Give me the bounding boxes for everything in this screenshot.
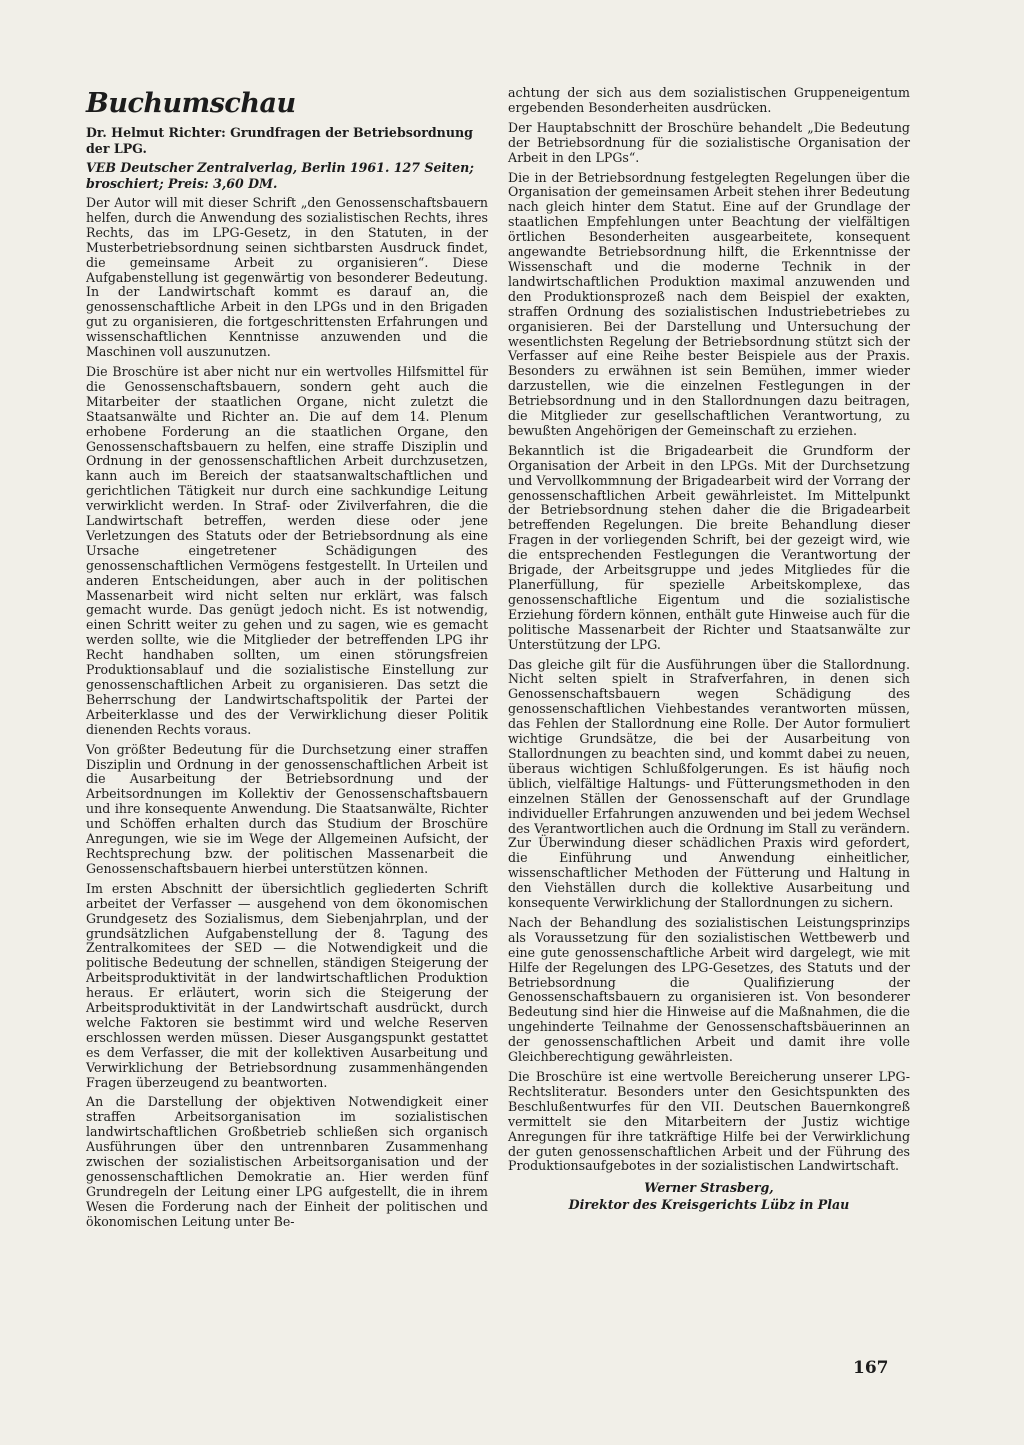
- section-heading: Buchumschau: [86, 88, 296, 119]
- book-title: Dr. Helmut Richter: Grundfragen der Betriebsordnung der LPG.: [86, 125, 473, 156]
- review-paragraph: Die Broschüre ist eine wertvolle Bereicherung unserer LPG-Rechtsliteratur. Besonders unter den Gesichtspunkten des Beschlußentwurfes für den VII. Deutschen Bauernkongreß vermittelt sie den Mitarbeitern der Justiz wichtige Anregungen für ihre tatkräftige Hilfe bei der Verwirklichung der guten genossenschaftlichen Arbeit und der Führung des Produktionsaufgebotes in der sozialistischen Landwirtschaft.: [508, 1069, 910, 1174]
- review-paragraph: Bekanntlich ist die Brigadearbeit die Grundform der Organisation der Arbeit in den LPGs. Mit der Durchsetzung und Vervollkommnung der Brigadearbeit wird der Vorrang der genossenschaftlichen Arbeit gewährleistet. Im Mittelpunkt der Betriebsordnung stehen daher die die Brigadearbeit betreffenden Regelungen. Die breite Behandlung dieser Fragen in der vorliegenden Schrift, bei der gezeigt wird, wie die entsprechenden Festlegungen die Verantwortung der Brigade, der Arbeitsgruppe und jedes Mitgliedes für die Planerfüllung, für spezielle Arbeitskomplexe, das genossenschaftliche Eigentum und die sozialistische Erziehung fördern können, enthält gute Hinweise auch für die politische Massenarbeit der Richter und Staatsanwälte zur Unterstützung der LPG.: [508, 442, 910, 652]
- signature-name: Werner Strasberg,: [644, 1180, 774, 1196]
- review-paragraph: Im ersten Abschnitt der übersichtlich gegliederten Schrift arbeitet der Verfasser — ausgehend von dem ökonomischen Grundgesetz des Sozialismus, dem Siebenjahrplan, und der grundsätzlichen Aufgabenstellung der 8. Tagung des Zentralkomitees der SED — die Notwendigkeit und die politische Bedeutung der schnellen, ständigen Steigerung der Arbeitsproduktivität in der landwirtschaftlichen Produktion heraus. Er erläutert, worin sich die Steigerung der Arbeitsproduktivität in der Landwirtschaft ausdrückt, durch welche Faktoren sie bestimmt wird und welche Reserven erschlossen werden müssen. Dieser Ausgangspunkt gestattet es dem Verfasser, die mit der kollektiven Ausarbeitung und Verwirklichung der Betriebsordnung zusammenhängenden Fragen überzeugend zu beantworten.: [86, 880, 488, 1090]
- review-paragraph: Nach der Behandlung des sozialistischen Leistungsprinzips als Voraussetzung für den sozialistischen Wettbewerb und eine gute genossenschaftliche Arbeit wird dargelegt, wie mit Hilfe der Regelungen des LPG-Gesetzes, des Statuts und der Betriebsordnung die Qualifizierung der Genossenschaftsbauern zu organisieren ist. Von besonderer Bedeutung sind hier die Hinweise auf die Maßnahmen, die die ungehinderte Teilnahme der Genossenschaftsbäuerinnen an der genossenschaftlichen Arbeit und damit ihre volle Gleichberechtigung gewährleisten.: [508, 914, 910, 1065]
- left-column: [86, 88, 488, 1235]
- book-publication-info: VEB Deutscher Zentralverlag, Berlin 1961. 127 Seiten; broschiert; Preis: 3,60 DM.: [86, 160, 474, 191]
- review-paragraph: An die Darstellung der objektiven Notwendigkeit einer straffen Arbeitsorganisation im sozialistischen landwirtschaftlichen Großbetrieb schließen sich organisch Ausführungen über den untrennbaren Zusammenhang zwischen der sozialistischen Arbeitsorganisation und der genossenschaftlichen Demokratie an. Hier werden fünf Grundregeln der Leitung einer LPG aufgestellt, die in ihrem Wesen die Forderung nach der Einheit der politischen und ökonomischen Leitung unter Be-: [86, 1094, 488, 1229]
- review-paragraph: Die in der Betriebsordnung festgelegten Regelungen über die Organisation der gemeinsamen Arbeit stehen ihrer Bedeutung nach gleich hinter dem Statut. Eine auf der Grundlage der staatlichen Empfehlungen unter Beachtung der vielfältigen örtlichen Besonderheiten ausgearbeitete, konsequent angewandte Betriebsordnung hilft, die Erkenntnisse der Wissenschaft und die moderne Technik in der landwirtschaftlichen Produktion maximal anzuwenden und den Produktionsprozeß nach dem Beispiel der exakten, straffen Ordnung des sozialistischen Industriebetriebes zu organisieren. Bei der Darstellung und Untersuchung der wesentlichsten Regelung der Betriebsordnung stützt sich der Verfasser auf eine Reihe bester Beispiele aus der Praxis. Besonders zu erwähnen ist sein Bemühen, immer wieder darzustellen, wie die einzelnen Festlegungen in der Betriebsordnung und in den Stallordnungen dazu beitragen, die Mitglieder zur gesellschaftlichen Verantwortung, zu bewußten Angehörigen der Gemeinschaft zu erziehen.: [508, 169, 910, 438]
- review-paragraph: Das gleiche gilt für die Ausführungen über die Stallordnung. Nicht selten spielt in Strafverfahren, in denen sich Genossenschaftsbauern wegen Schädigung des genossenschaftlichen Viehbestandes verantworten müssen, das Fehlen der Stallordnung eine Rolle. Der Autor formuliert wichtige Grundsätze, die bei der Ausarbeitung von Stallordnungen zu beachten sind, und kommt dabei zu neuen, überaus wichtigen Schlußfolgerungen. Es ist häufig noch üblich, vielfältige Haltungs- und Fütterungsmethoden in den einzelnen Ställen der Genossenschaft auf der Grundlage individueller Erfahrungen anzuwenden und bei jedem Wechsel des Verantwortlichen auch die Ordnung im Stall zu verändern. Zur Überwindung dieser schädlichen Praxis wird gefordert, die Einführung und Anwendung einheitlicher, wissenschaftlicher Methoden der Fütterung und Haltung in den Viehställen durch die kollektive Ausarbeitung und konsequente Verwirklichung der Stallordnungen zu sichern.: [508, 656, 910, 911]
- review-paragraph: Die Broschüre ist aber nicht nur ein wertvolles Hilfsmittel für die Genossenschaftsbauern, sondern geht auch die Mitarbeiter der staatlichen Organe, nicht zuletzt die Staatsanwälte und Richter an. Die auf dem 14. Plenum erhobene Forderung an die staatlichen Organe, den Genossenschaftsbauern zu helfen, eine straffe Disziplin und Ordnung in der genossenschaftlichen Arbeit durchzusetzen, kann auch im Bereich der staatsanwaltschaftlichen und gerichtlichen Tätigkeit nur durch eine sachkundige Leitung verwirklicht werden. In Straf- oder Zivilverfahren, die die Landwirtschaft betreffen, werden diese oder jene Verletzungen des Statuts oder der Betriebsordnung als eine Ursache eingetretener Schädigungen des genossenschaftlichen Vermögens festgestellt. In Urteilen und anderen Entscheidungen, aber auch in der politischen Massenarbeit wird nicht selten nur erklärt, was falsch gemacht wurde. Das genügt jedoch nicht. Es ist notwendig, einen Schritt weiter zu gehen und zu sagen, wie es gemacht werden sollte, wie die Mitglieder der betreffenden LPG ihr Recht handhaben sollten, um einen störungsfreien Produktionsablauf und die sozialistische Einstellung zur genossenschaftlichen Arbeit zu organisieren. Das setzt die Beherrschung der Landwirtschaftspolitik der Partei der Arbeiterklasse und des der Verwirklichung dieser Politik dienenden Rechts voraus.: [86, 363, 488, 737]
- signature-role: Direktor des Kreisgerichts Lübz in Plau: [568, 1197, 850, 1213]
- review-paragraph: Der Autor will mit dieser Schrift „den Genossenschaftsbauern helfen, durch die Anwendung des sozialistischen Rechts, ihres Rechts, das im LPG-Gesetz, in den Statuten, in der Musterbetriebsordnung seinen sichtbarsten Ausdruck findet, die gemeinsame Arbeit zu organisieren“. Diese Aufgabenstellung ist gegenwärtig von besonderer Bedeutung. In der Landwirtschaft kommt es darauf an, die genossenschaftliche Arbeit in den LPGs und in den Brigaden gut zu organisieren, die fortgeschrittensten Erfahrungen und wissenschaftlichen Kenntnisse anzuwenden und die Maschinen voll auszunutzen.: [86, 195, 488, 360]
- page-number: 167: [853, 1358, 889, 1378]
- review-paragraph: Der Hauptabschnitt der Broschüre behandelt „Die Bedeutung der Betriebsordnung für die sozialistische Organisation der Arbeit in den LPGs“.: [508, 119, 910, 165]
- review-paragraph-continued: achtung der sich aus dem sozialistischen Gruppeneigentum ergebenden Besonderheiten ausdrücken.: [508, 85, 910, 115]
- signature-block: [508, 1179, 910, 1213]
- right-column: [508, 86, 910, 1213]
- review-paragraph: Von größter Bedeutung für die Durchsetzung einer straffen Disziplin und Ordnung in der genossenschaftlichen Arbeit ist die Ausarbeitung der Betriebsordnung und der Arbeitsordnungen im Kollektiv der Genossenschaftsbauern und ihre konsequente Anwendung. Die Staatsanwälte, Richter und Schöffen erhalten durch das Studium der Broschüre Anregungen, wie sie im Wege der Allgemeinen Aufsicht, der Rechtsprechung bzw. der politischen Massenarbeit die Genossenschaftsbauern hierbei unterstützen können.: [86, 741, 488, 876]
